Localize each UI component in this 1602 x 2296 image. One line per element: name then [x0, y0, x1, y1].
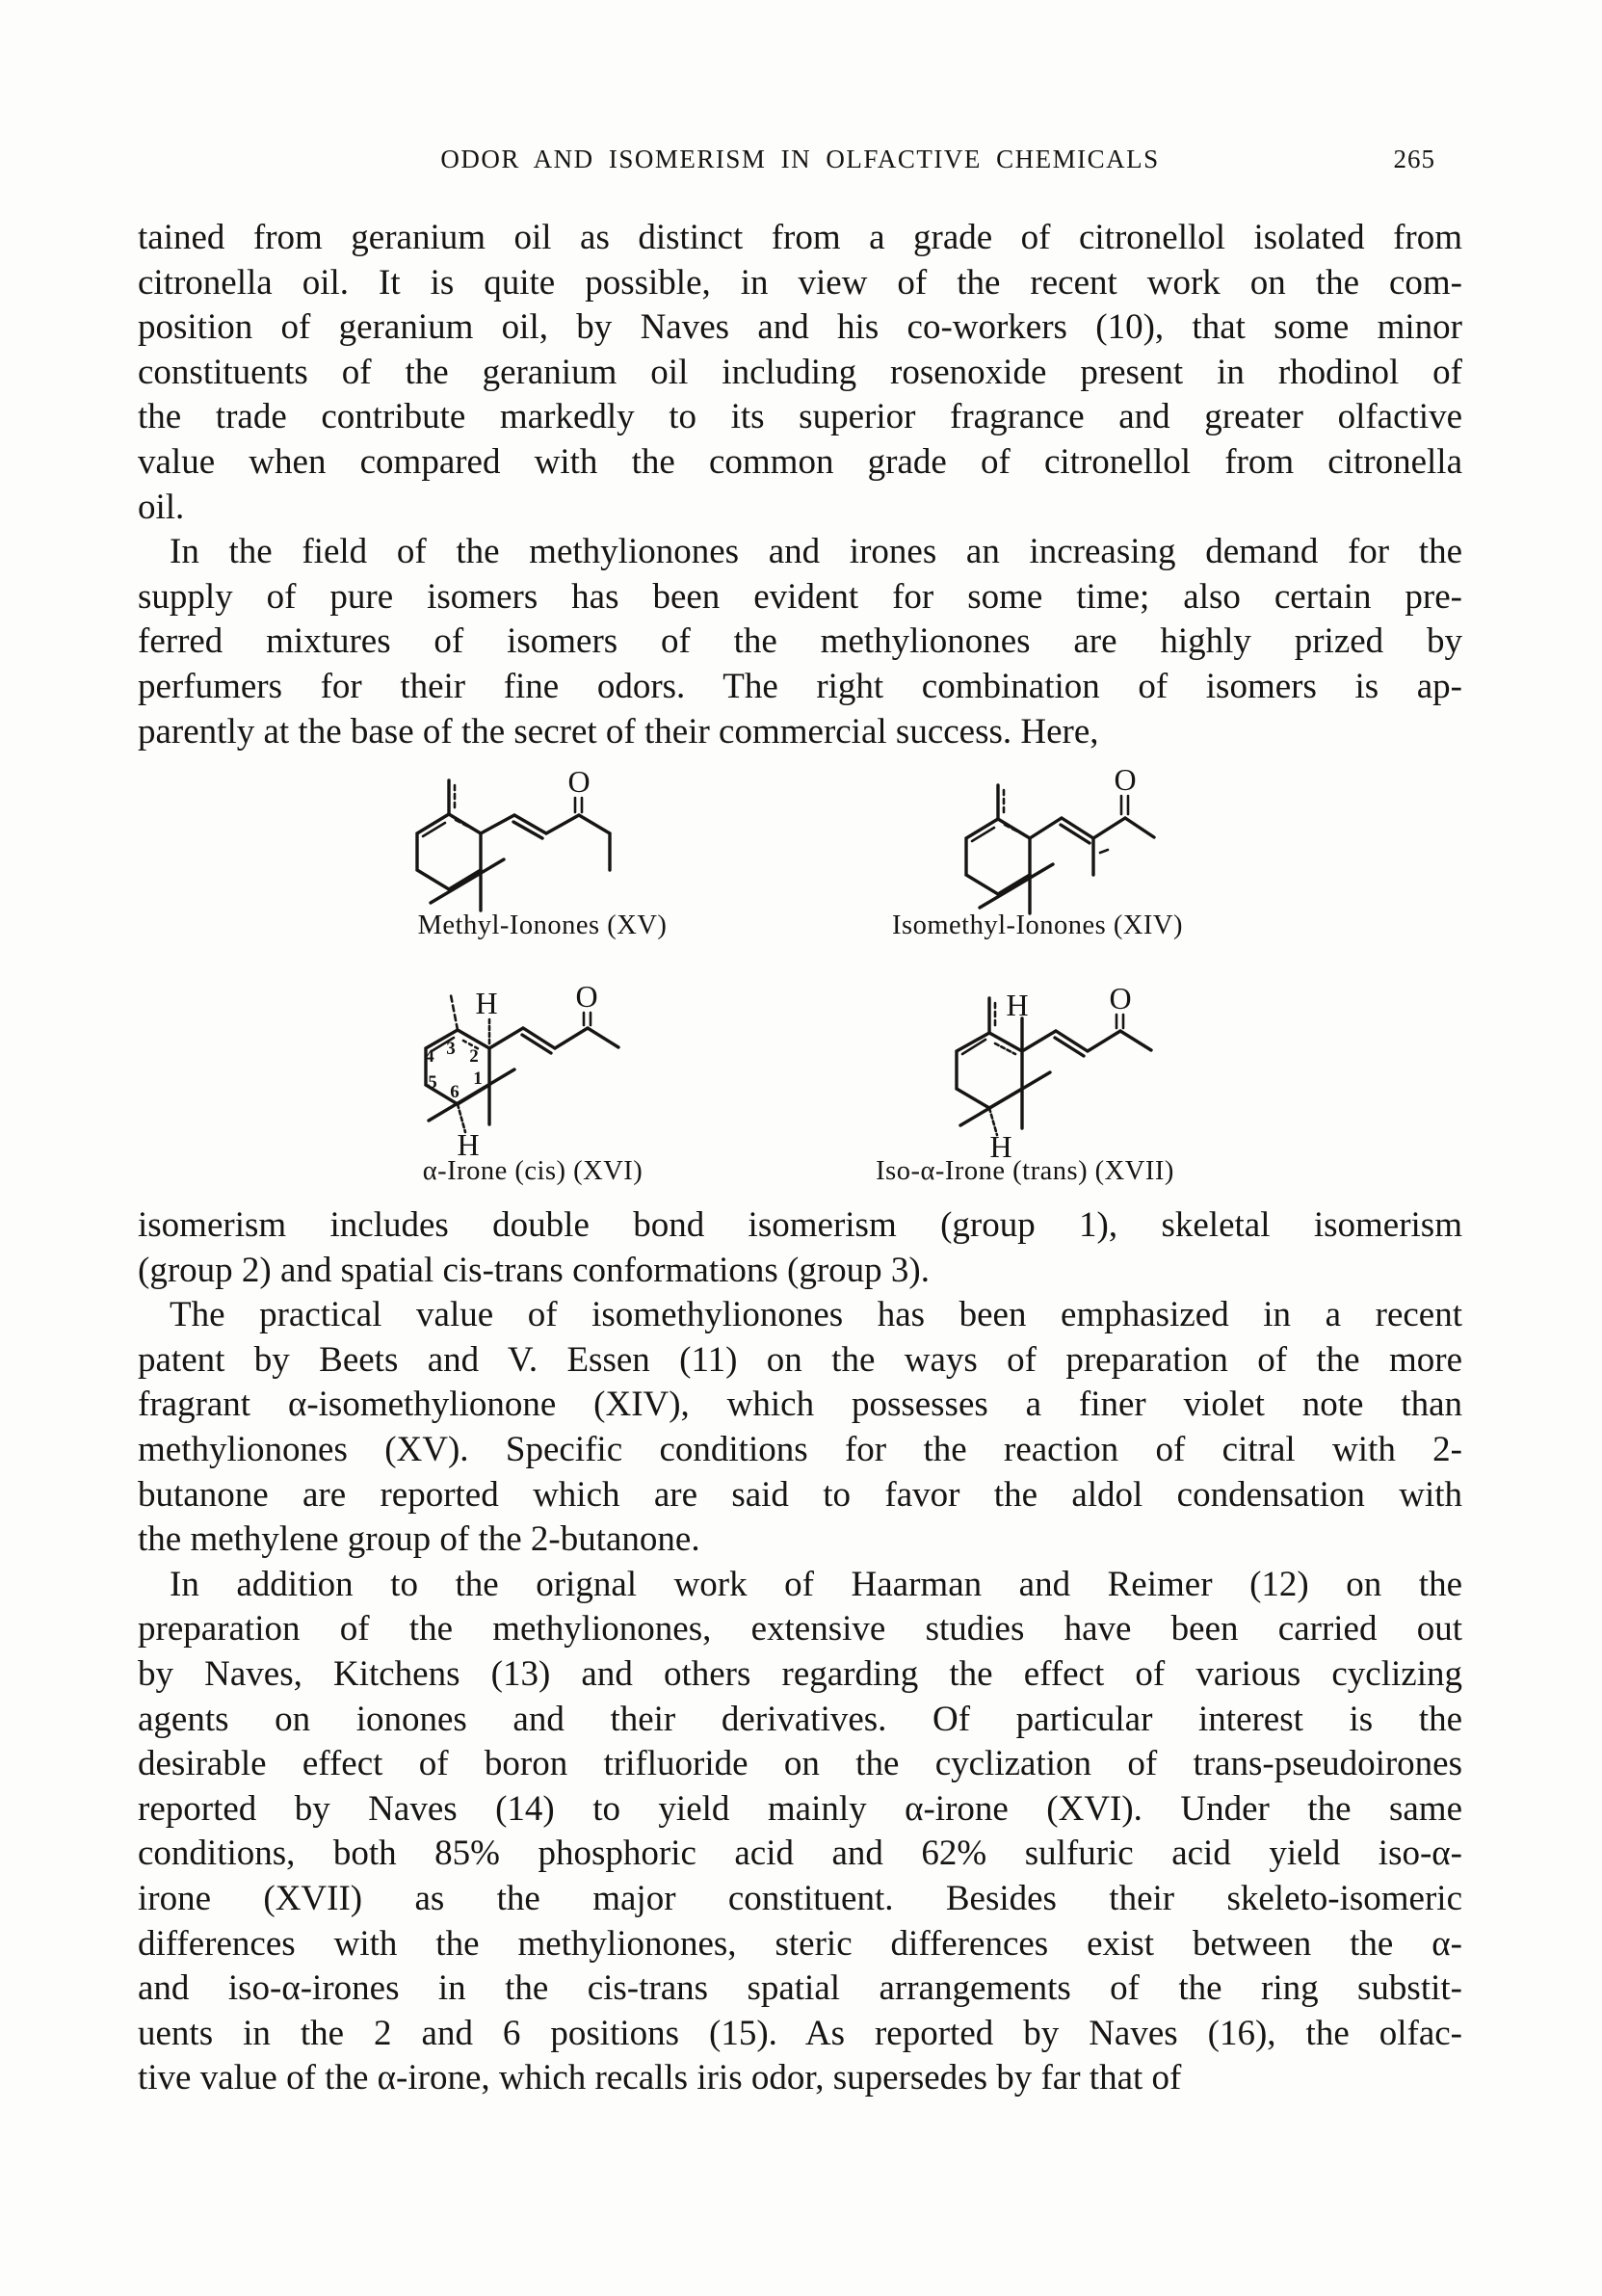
molecule-skeleton: [954, 761, 1195, 925]
body-text-block-bottom: [138, 1203, 1462, 2101]
figure-caption-iso-alpha-irone: Iso-α-Irone (trans) (XVII): [876, 1156, 1174, 1186]
text-line: and iso-α-irones in the cis-trans spatial arrangements of the ring substit-: [138, 1968, 1462, 2009]
hydrogen-bottom-label: H: [989, 1129, 1012, 1164]
ring-position-2: 2: [469, 1046, 479, 1067]
text-line: parently at the base of the secret of their commercial success. Here,: [138, 711, 1099, 752]
ring-position-4: 4: [425, 1046, 434, 1067]
text-line: the methylene group of the 2-butanone.: [138, 1519, 700, 1560]
figure-caption-isomethyl-ionones: Isomethyl-Ionones (XIV): [892, 910, 1183, 940]
page-header: [138, 143, 1462, 175]
text-line: methylionones (XV). Specific conditions for the reaction of citral with 2-: [138, 1429, 1462, 1469]
text-line: (group 2) and spatial cis-trans conformations (group 3).: [138, 1250, 931, 1290]
paragraph: [138, 1293, 1462, 1563]
text-line: by Naves, Kitchens (13) and others regarding the effect of various cyclizing: [138, 1653, 1462, 1694]
text-line: value when compared with the common grade of citronellol from citronella: [138, 441, 1462, 482]
ring-position-1: 1: [473, 1069, 483, 1089]
structure-alpha-irone-diagram: [405, 968, 645, 1175]
oxygen-atom-label: O: [1109, 981, 1132, 1016]
text-line: The practical value of isomethylionones has been emphasized in a recent: [170, 1295, 1462, 1335]
text-line: citronella oil. It is quite possible, in view of the recent work on the com-: [138, 262, 1462, 303]
text-line: In the field of the methylionones and irones an increasing demand for the: [170, 532, 1462, 572]
text-line: the trade contribute markedly to its superior fragrance and greater olfactive: [138, 397, 1462, 437]
hydrogen-top-label: H: [475, 986, 498, 1020]
structure-isomethyl-ionones-diagram: [954, 761, 1195, 925]
body-text-block-top: [138, 216, 1462, 754]
ring-position-5: 5: [428, 1072, 437, 1093]
text-line: patent by Beets and V. Essen (11) on the ways of preparation of the more: [138, 1339, 1462, 1380]
paragraph: [138, 216, 1462, 530]
text-line: preparation of the methylionones, extensive studies have been carried out: [138, 1609, 1462, 1649]
oxygen-atom-label: O: [575, 979, 598, 1014]
hydrogen-bottom-label: H: [457, 1127, 480, 1162]
hydrogen-top-label: H: [1006, 988, 1029, 1022]
text-line: fragrant α-isomethylionone (XIV), which possesses a finer violet note than: [138, 1385, 1462, 1425]
text-line: oil.: [138, 487, 185, 527]
text-line: butanone are reported which are said to favor the aldol condensation with: [138, 1474, 1462, 1515]
oxygen-atom-label: O: [1114, 762, 1137, 797]
paragraph: [138, 530, 1462, 754]
text-line: uents in the 2 and 6 positions (15). As reported by Naves (16), the olfac-: [138, 2013, 1462, 2053]
text-line: constituents of the geranium oil including rosenoxide present in rhodinol of: [138, 352, 1462, 392]
text-line: tive value of the α-irone, which recalls iris odor, supersedes by far that of: [138, 2058, 1182, 2098]
text-line: position of geranium oil, by Naves and his co-workers (10), that some minor: [138, 307, 1462, 348]
figure-caption-methyl-ionones: Methyl-Ionones (XV): [417, 910, 668, 940]
page-number: 265: [1393, 145, 1435, 173]
figure-caption-alpha-irone: α-Irone (cis) (XVI): [422, 1156, 643, 1186]
paragraph: [138, 1203, 1462, 1293]
molecule-skeleton: [400, 761, 631, 925]
text-line: perfumers for their fine odors. The right combination of isomers is ap-: [138, 666, 1462, 706]
running-title: ODOR AND ISOMERISM IN OLFACTIVE CHEMICALS: [440, 145, 1160, 173]
structure-iso-alpha-irone-diagram: [939, 968, 1190, 1175]
ring-position-3: 3: [446, 1039, 456, 1059]
oxygen-atom-label: O: [567, 764, 591, 799]
text-line: irone (XVII) as the major constituent. Besides their skeleto-isomeric: [138, 1878, 1462, 1918]
text-line: In addition to the orignal work of Haarman and Reimer (12) on the: [170, 1564, 1462, 1604]
molecule-skeleton: [939, 968, 1190, 1175]
text-line: supply of pure isomers has been evident for some time; also certain pre-: [138, 576, 1462, 617]
ring-position-6: 6: [450, 1082, 460, 1102]
text-line: ferred mixtures of isomers of the methylionones are highly prized by: [138, 621, 1462, 662]
text-line: differences with the methylionones, steric differences exist between the α-: [138, 1923, 1462, 1964]
paragraph: [138, 1563, 1462, 2101]
structure-methyl-ionones-diagram: [400, 761, 631, 925]
text-line: agents on ionones and their derivatives. Of particular interest is the: [138, 1699, 1462, 1739]
molecule-skeleton: [405, 968, 645, 1175]
text-line: isomerism includes double bond isomerism (group 1), skeletal isomerism: [138, 1205, 1462, 1245]
text-line: tained from geranium oil as distinct from a grade of citronellol isolated from: [138, 218, 1462, 257]
text-line: reported by Naves (14) to yield mainly α-irone (XVI). Under the same: [138, 1788, 1462, 1829]
text-line: desirable effect of boron trifluoride on the cyclization of trans-pseudoirones: [138, 1744, 1462, 1784]
text-line: conditions, both 85% phosphoric acid and 62% sulfuric acid yield iso-α-: [138, 1834, 1462, 1874]
